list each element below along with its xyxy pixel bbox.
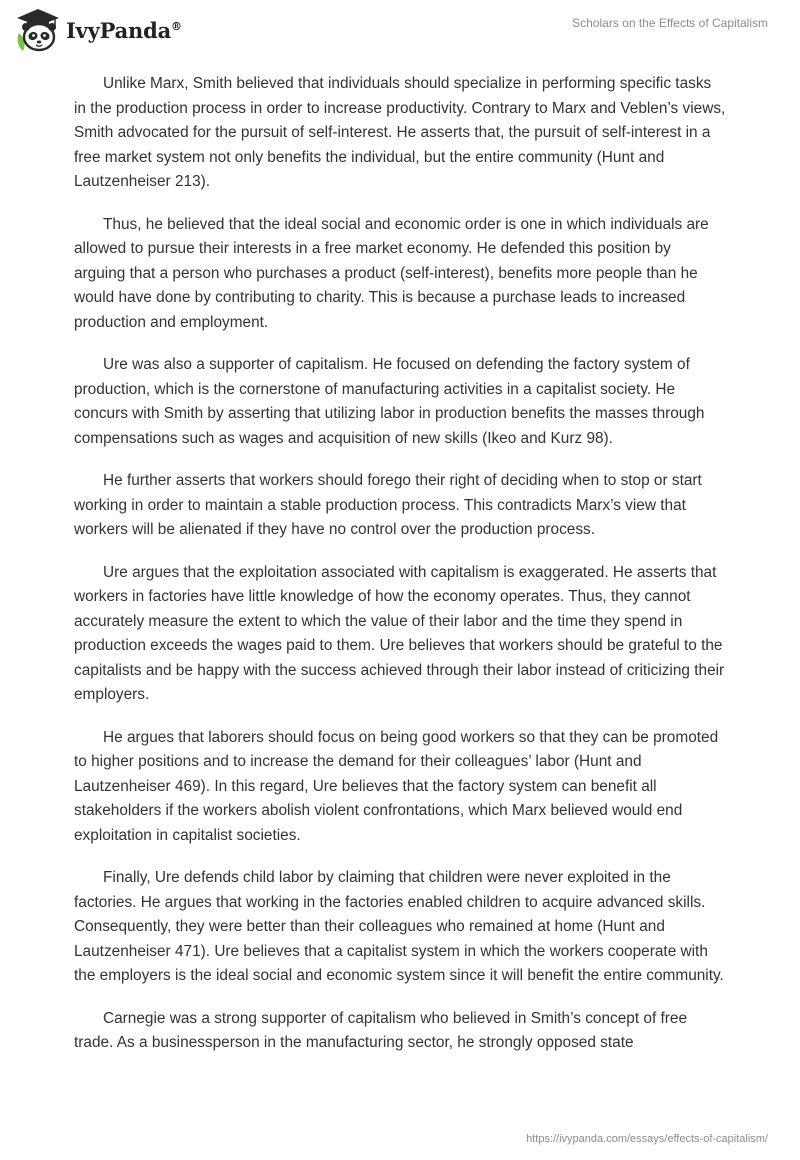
ivypanda-logo[interactable] bbox=[14, 7, 182, 53]
paragraph: Ure argues that the exploitation associated with capitalism is exaggerated. He asserts that workers in factories have little knowledge of how the economy operates. Thus, they cannot accurately measure the extent to which the value of their labor and the time they spend in production exceeds the wages paid to them. Ure believes that workers should be grateful to the capitalists and be happy with the success achieved through their labor instead of criticizing their employers. bbox=[74, 563, 725, 703]
panda-graduate-icon bbox=[14, 7, 62, 53]
source-url[interactable]: https://ivypanda.com/essays/effects-of-capitalism/ bbox=[526, 1133, 768, 1145]
paragraph: He further asserts that workers should forego their right of deciding when to stop or start working in order to maintain a stable production process. This contradicts Marx’s view that workers will be alienated if they have no control over the production process. bbox=[74, 472, 702, 538]
paragraph: He argues that laborers should focus on being good workers so that they can be promoted to higher positions and to increase the demand for their colleagues’ labor (Hunt and Lautzenheiser 469). In this regard, Ure believes that the factory system can benefit all stakeholders if the workers abolish violent confrontations, which Marx believed would end exploitation in capitalist societies. bbox=[74, 728, 719, 844]
page-header bbox=[0, 0, 800, 60]
essay-body bbox=[74, 72, 726, 1074]
paragraph: Unlike Marx, Smith believed that individuals should specialize in performing specific tasks in the production process in order to increase productivity. Contrary to Marx and Veblen’s views, Smith advocated for the pursuit of self-interest. He asserts that, the pursuit of self-interest in a free market system not only benefits the individual, but the entire community (Hunt and Lautzenheiser 213). bbox=[74, 75, 726, 190]
paragraph: Carnegie was a strong supporter of capitalism who believed in Smith’s concept of free trade. As a businessperson in the manufacturing sector, he strongly opposed state bbox=[74, 1009, 688, 1051]
paragraph: Finally, Ure defends child labor by claiming that children were never exploited in the factories. He argues that working in the factories enabled children to acquire advanced skills. Consequently, they were better than their colleagues who remained at home (Hunt and Lautzenheiser 471). Ure believes that a capitalist system in which the workers cooperate with the employers is the ideal social and economic system since it will benefit the entire community. bbox=[74, 869, 724, 984]
document-title: Scholars on the Effects of Capitalism bbox=[572, 16, 768, 30]
paragraph: Thus, he believed that the ideal social and economic order is one in which individuals are allowed to pursue their interests in a free market economy. He defended this position by arguing that a person who purchases a product (self-interest), benefits more people than he would have done by contributing to charity. This is because a purchase leads to increased production and employment. bbox=[74, 215, 709, 331]
paragraph: Ure was also a supporter of capitalism. He focused on defending the factory system of production, which is the cornerstone of manufacturing activities in a capitalist society. He concurs with Smith by asserting that utilizing labor in production benefits the masses through compensations such as wages and acquisition of new skills (Ikeo and Kurz 98). bbox=[74, 356, 705, 447]
brand-name: IvyPanda® bbox=[66, 17, 182, 43]
